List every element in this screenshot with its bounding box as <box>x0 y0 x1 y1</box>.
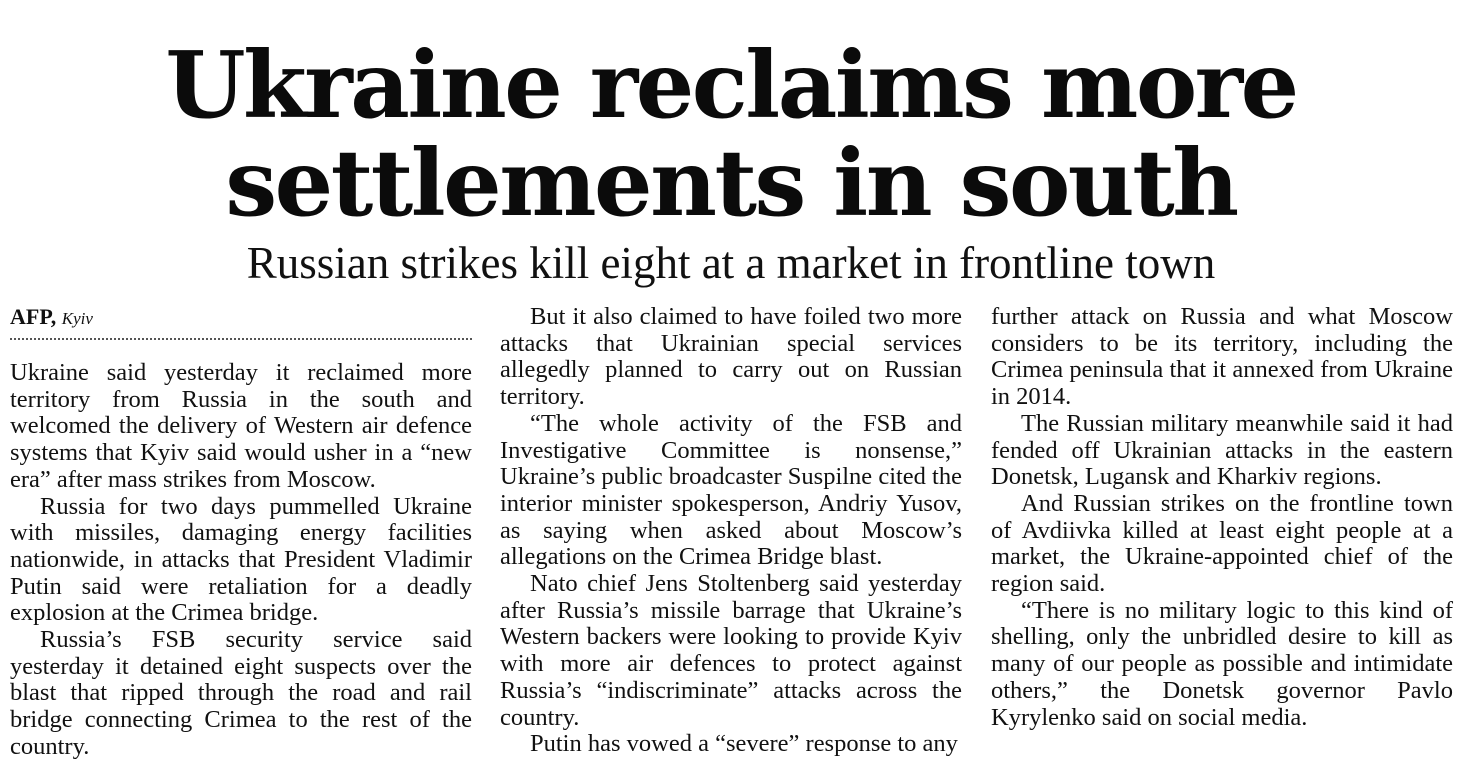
headline-line-2: settlements in south <box>225 129 1237 237</box>
paragraph: The Russian military meanwhile said it had fended off Ukrainian attacks in the eastern Donetsk, Lugansk and Kharkiv regions. <box>991 409 1453 491</box>
paragraph: Putin has vowed a “severe” response to any <box>530 730 958 758</box>
paragraph: And Russian strikes on the frontline town of Avdiivka killed at least eight people at a market, the Ukraine-appointed chief of the region said. <box>991 489 1453 598</box>
paragraph: Russia for two days pummelled Ukraine with missiles, damaging energy facilities nationwide, in attacks that President Vladimir Putin said were retaliation for a deadly explosion at the Crimea bridge. <box>10 492 472 627</box>
byline-divider <box>10 338 472 340</box>
paragraph: “The whole activity of the FSB and Investigative Committee is nonsense,” Ukraine’s public broadcaster Suspilne cited the interior minister spokesperson, Andriy Yusov, as saying when asked about Moscow’s allegations on the Crimea Bridge blast. <box>500 409 962 571</box>
paragraph: “There is no military logic to this kind of shelling, only the unbridled desire to kill as many of our people as possible and intimidate others,” the Donetsk governor Pavlo Kyrylenko said on social media. <box>991 596 1453 731</box>
paragraph: But it also claimed to have foiled two more attacks that Ukrainian special services allegedly planned to carry out on Russian territory. <box>500 303 962 411</box>
headline-line-1: Ukraine reclaims more <box>165 31 1297 139</box>
paragraph: Ukraine said yesterday it reclaimed more territory from Russia in the south and welcomed the delivery of Western air defence systems that Kyiv said would usher in a “new era” after mass strikes from Moscow. <box>10 359 472 493</box>
headline <box>0 31 1462 237</box>
subheadline: Russian strikes kill eight at a market in frontline town <box>246 238 1216 288</box>
paragraph: Russia’s FSB security service said yesterday it detained eight suspects over the blast that ripped through the road and rail bridge connecting Crimea to the rest of the country. <box>10 626 472 760</box>
article-column-2 <box>500 304 962 758</box>
byline-agency: AFP, <box>10 304 57 329</box>
paragraph: further attack on Russia and what Moscow considers to be its territory, including the Crimea peninsula that it annexed from Ukraine in 2014. <box>991 303 1453 411</box>
byline-location: Kyiv <box>61 309 93 328</box>
article-column-1 <box>10 302 472 761</box>
article-column-3 <box>991 304 1453 731</box>
byline <box>10 302 472 332</box>
paragraph: Nato chief Jens Stoltenberg said yesterday after Russia’s missile barrage that Ukraine’s Western backers were looking to provide Kyiv with more air defences to protect against Russia’s “indiscriminate” attacks across the country. <box>500 570 962 731</box>
